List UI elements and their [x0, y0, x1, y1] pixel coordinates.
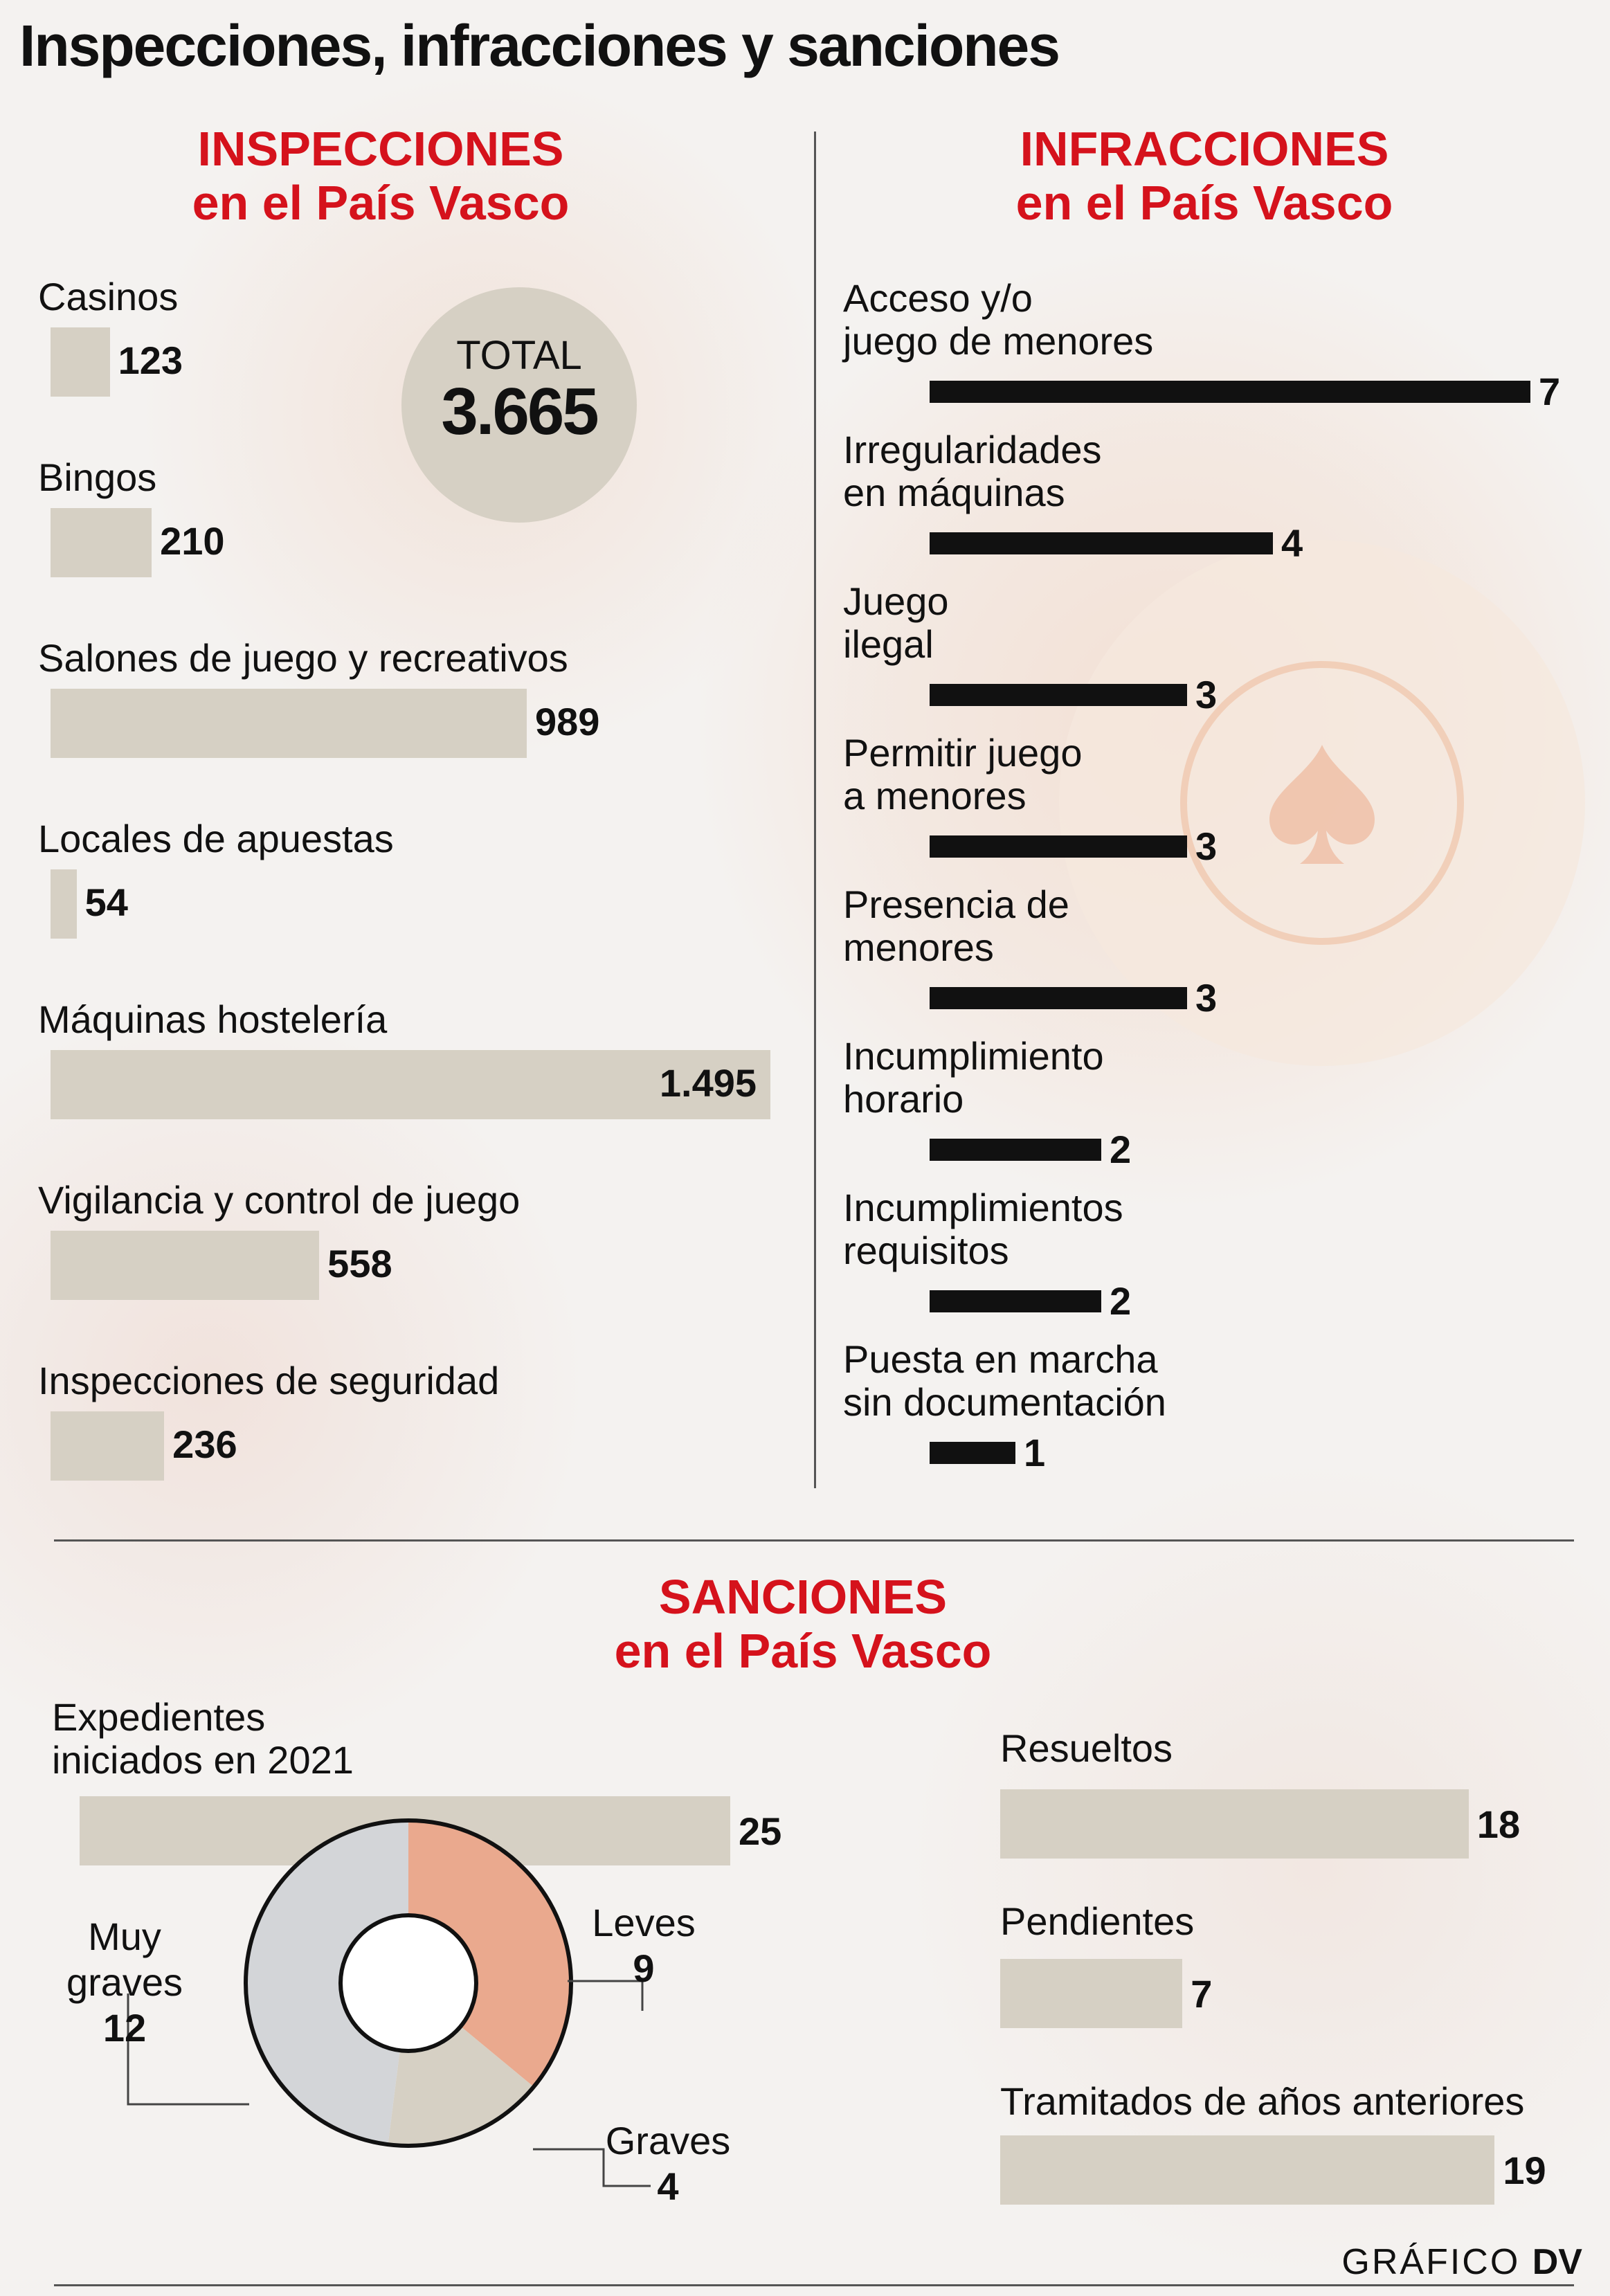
infraccion-value-label: 4 — [1281, 521, 1303, 565]
sancion-value-label: 25 — [739, 1809, 782, 1853]
inspecciones-title-line1: INSPECCIONES — [197, 122, 564, 176]
credit — [1341, 2241, 1582, 2283]
total-label: TOTAL — [456, 333, 582, 378]
sancion-value-label: 19 — [1503, 2149, 1546, 2192]
inspeccion-category-label: Vigilancia y control de juego — [38, 1178, 521, 1222]
total-value: 3.665 — [441, 374, 597, 449]
infraccion-category-label: juego de menores — [843, 319, 1154, 363]
sancion-value-label: 18 — [1476, 1802, 1521, 1846]
inspeccion-value-label: 123 — [118, 338, 183, 382]
inspeccion-value-label: 236 — [172, 1422, 237, 1466]
donut-slice-label — [543, 2118, 793, 2209]
page-title: Inspecciones, infracciones y sanciones — [19, 13, 1059, 78]
infraccion-category-label: Permitir juego — [843, 731, 1083, 775]
sancion-value-label: 7 — [1191, 1972, 1213, 2016]
infracciones-title-line1: INFRACCIONES — [1020, 122, 1389, 176]
sanciones-title-line2: en el País Vasco — [614, 1624, 992, 1678]
donut-slice-label — [519, 1900, 768, 1991]
donut-slice-name: Graves — [605, 2119, 731, 2162]
inspeccion-category-label: Locales de apuestas — [38, 817, 394, 860]
infraccion-category-label: sin documentación — [843, 1380, 1166, 1424]
inspeccion-category-label: Salones de juego y recreativos — [38, 636, 568, 680]
inspeccion-value-label: 558 — [327, 1242, 392, 1285]
donut-slice-label — [0, 1914, 249, 2051]
sancion-category-label: Pendientes — [1000, 1899, 1195, 1943]
sancion-category-label: Expedientes — [52, 1695, 266, 1739]
donut-slice-name: graves — [66, 1960, 183, 2004]
infraccion-value-label: 1 — [1024, 1431, 1046, 1474]
donut-slice-value: 9 — [633, 1946, 655, 1990]
inspeccion-value-label: 210 — [160, 519, 225, 563]
infraccion-category-label: Acceso y/o — [843, 276, 1033, 320]
inspeccion-category-label: Inspecciones de seguridad — [38, 1359, 500, 1402]
infraccion-category-label: Incumplimiento — [843, 1034, 1104, 1078]
infraccion-category-label: Puesta en marcha — [843, 1337, 1158, 1381]
inspeccion-category-label: Casinos — [38, 275, 179, 318]
credit-prefix: GRÁFICO — [1341, 2242, 1521, 2282]
inspeccion-value-label: 989 — [535, 700, 600, 743]
donut-slice-value: 12 — [102, 2006, 147, 2050]
sancion-category-label: Resueltos — [1000, 1726, 1173, 1770]
sanciones-title-line1: SANCIONES — [658, 1570, 948, 1624]
infraccion-value-label: 3 — [1195, 824, 1218, 868]
infraccion-category-label: Juego — [843, 579, 949, 623]
infraccion-category-label: Presencia de — [843, 883, 1069, 926]
infraccion-value-label: 3 — [1195, 976, 1218, 1020]
infraccion-value-label: 3 — [1195, 673, 1218, 716]
infraccion-category-label: Incumplimientos — [843, 1186, 1123, 1229]
infraccion-value-label: 2 — [1110, 1128, 1132, 1171]
infraccion-category-label: en máquinas — [843, 471, 1065, 514]
donut-slice-name: Muy — [88, 1915, 161, 1958]
inspeccion-category-label: Bingos — [38, 455, 157, 499]
donut-slice-name: Leves — [592, 1901, 696, 1944]
infraccion-category-label: ilegal — [843, 622, 934, 666]
inspecciones-title-line2: en el País Vasco — [192, 176, 570, 230]
credit-brand: DV — [1532, 2242, 1582, 2282]
inspeccion-value-label: 54 — [84, 880, 128, 924]
inspeccion-value-label: 1.495 — [659, 1061, 757, 1105]
infracciones-title-line2: en el País Vasco — [1015, 176, 1393, 230]
infraccion-value-label: 7 — [1539, 370, 1561, 413]
donut-slice-value: 4 — [657, 2164, 679, 2208]
inspeccion-category-label: Máquinas hostelería — [38, 997, 388, 1041]
infraccion-category-label: menores — [843, 925, 994, 969]
infraccion-value-label: 2 — [1110, 1279, 1132, 1323]
infraccion-category-label: a menores — [843, 774, 1026, 817]
infraccion-category-label: Irregularidades — [843, 428, 1102, 471]
sancion-category-label: iniciados en 2021 — [52, 1738, 354, 1782]
infraccion-category-label: requisitos — [843, 1229, 1009, 1272]
infraccion-category-label: horario — [843, 1077, 964, 1121]
sancion-category-label: Tramitados de años anteriores — [1000, 2079, 1525, 2123]
